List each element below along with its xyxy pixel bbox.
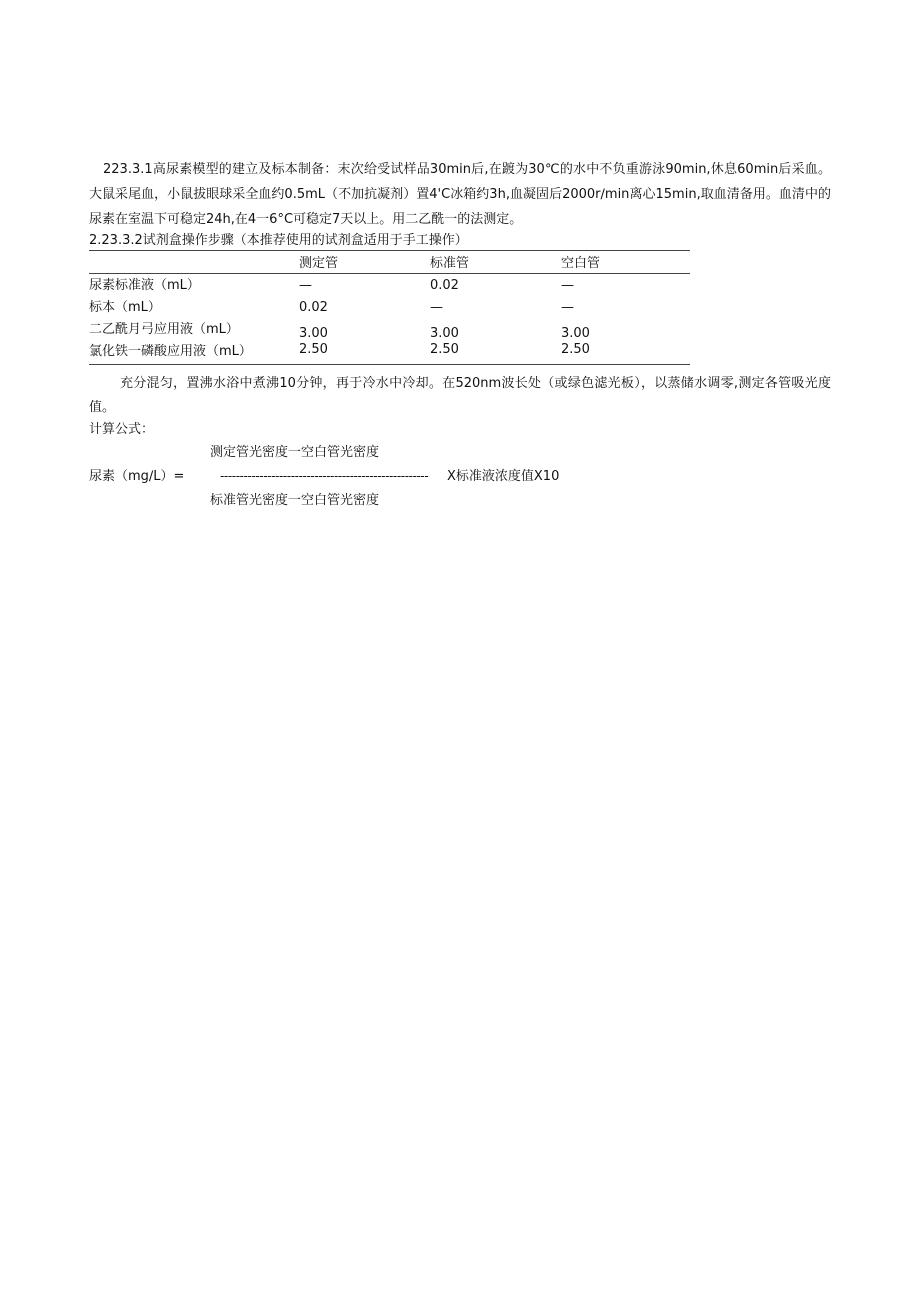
formula-numerator: 测定管光密度一空白管光密度 (210, 445, 380, 460)
formula-rhs: X标准液浓度值X10 (447, 469, 560, 484)
table-cell: — (299, 278, 312, 293)
formula-lhs: 尿素（mg∕L）= (89, 469, 185, 484)
table-cell: — (561, 278, 574, 293)
section-2-23-3-1-paragraph: 223.3.1高尿素模型的建立及标本制备：末次给受试样品30min后,在踱为30℃的水中不负重游泳90min,休息60min后采血。大鼠采尾血，小鼠拔眼球采全血约0.5mL（不加抗凝剂）置4'C冰箱约3h,血凝固后2000r∕min离心15min,取血清备用。血清中的尿素在室温下可稳定24h,在4一6°C可稳定7天以上。用二乙酰一的法测定。 (89, 162, 831, 227)
table-header-test-tube: 测定管 (299, 256, 339, 271)
formula-fraction-bar: ----------------------------------------------------- (220, 469, 429, 483)
table-cell: 0.02 (430, 278, 459, 293)
table-bottom-rule (89, 364, 690, 365)
table-cell: 3.00 (299, 326, 328, 341)
table-row-label: 尿素标准液（mL） (89, 278, 200, 293)
procedure-paragraph: 充分混匀，置沸水浴中煮沸10分钟，再于冷水中冷却。在520nm波长处（或绿色滤光板），以蒸储水调零,测定各管吸光度值。 (89, 376, 831, 415)
formula-denominator: 标准管光密度一空白管光密度 (210, 493, 380, 508)
table-header-blank-tube: 空白管 (561, 256, 601, 271)
table-cell: 2.50 (299, 342, 328, 357)
table-title: 2.23.3.2试剂盒操作步骤（本推荐使用的试剂盒适用于手工操作） (89, 233, 468, 248)
table-cell: 2.50 (430, 342, 459, 357)
table-header-rule (89, 273, 690, 274)
table-row-label: 二乙酰月弓应用液（mL） (89, 322, 239, 337)
table-header-standard-tube: 标准管 (430, 256, 470, 271)
formula-label: 计算公式： (89, 422, 155, 437)
table-cell: — (430, 300, 443, 315)
table-cell: — (561, 300, 574, 315)
table-row-label: 氯化铁一磷酸应用液（mL） (89, 344, 252, 359)
table-cell: 3.00 (561, 326, 590, 341)
table-cell: 3.00 (430, 326, 459, 341)
table-row-label: 标本（mL） (89, 300, 161, 315)
table-cell: 2.50 (561, 342, 590, 357)
table-top-rule (89, 250, 690, 251)
table-cell: 0.02 (299, 300, 328, 315)
